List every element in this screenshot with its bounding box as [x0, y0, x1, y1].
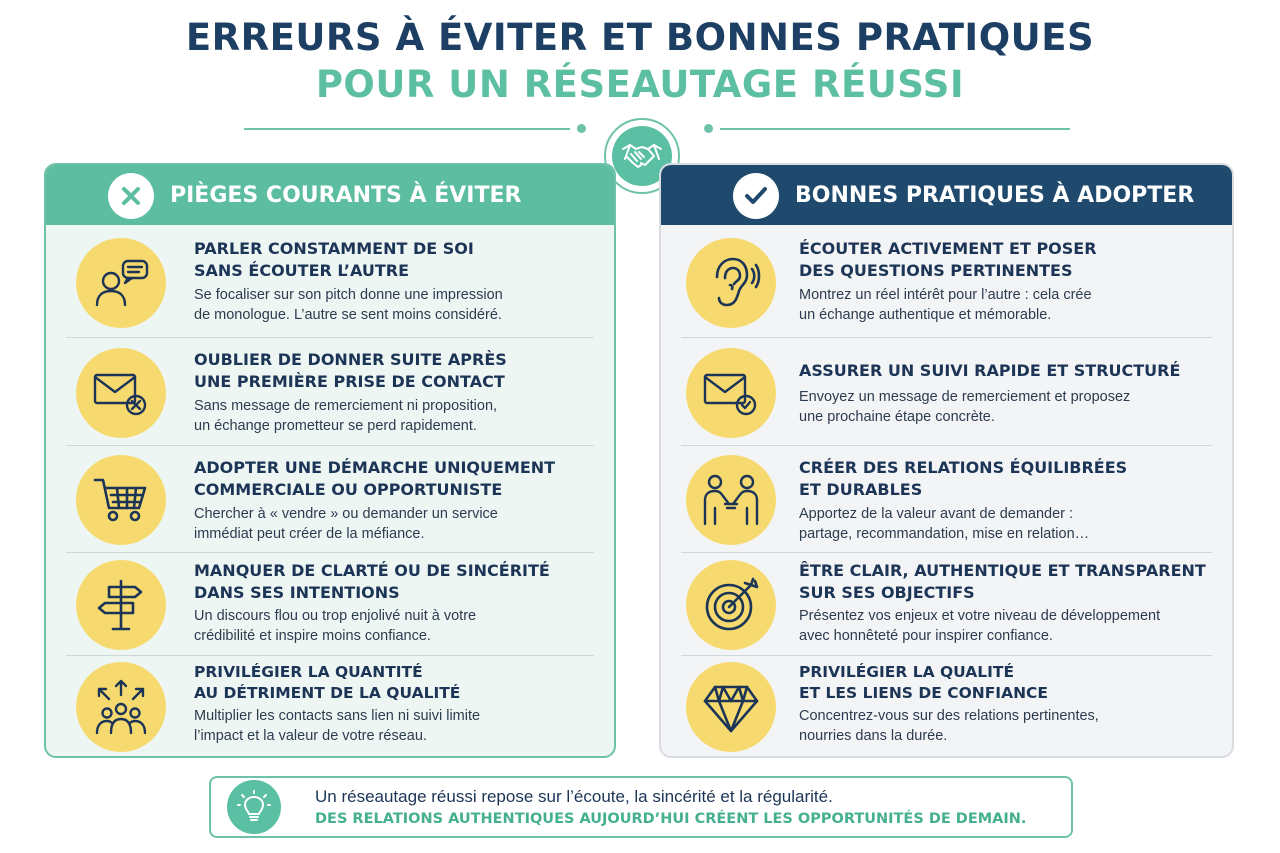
item-title-line: OUBLIER DE DONNER SUITE APRÈS	[194, 350, 507, 369]
diamond-icon	[686, 662, 776, 752]
item-title-line: ET DURABLES	[799, 480, 923, 499]
shopping-cart-icon	[76, 455, 166, 545]
envelope-x-icon	[76, 348, 166, 438]
crowd-arrows-icon	[76, 662, 166, 752]
item-description: de monologue. L’autre se sent moins considéré.	[194, 306, 502, 323]
divider-right	[720, 128, 1070, 130]
pitfall-item-4	[46, 553, 614, 656]
practice-item-3	[661, 446, 1232, 553]
practice-item-5	[661, 656, 1232, 756]
item-description: Montrez un réel intérêt pour l’autre : cela crée	[799, 287, 1092, 303]
talking-person-icon	[76, 238, 166, 328]
practice-item-2	[661, 338, 1232, 446]
best-practices-header	[661, 165, 1232, 225]
item-description: Sans message de remerciement ni proposition,	[194, 398, 498, 414]
item-description: crédibilité et inspire moins confiance.	[194, 627, 431, 644]
divider-dot-right	[704, 124, 713, 133]
signpost-icon	[76, 560, 166, 650]
pitfall-item-5	[46, 656, 614, 756]
check-icon	[733, 173, 779, 219]
page-title: ERREURS À ÉVITER ET BONNES PRATIQUES	[185, 16, 1095, 59]
x-icon	[108, 173, 154, 219]
footer-tagline: DES RELATIONS AUTHENTIQUES AUJOURD’HUI CRÉENT LES OPPORTUNITÉS DE DEMAIN.	[315, 811, 1027, 827]
item-description: Apportez de la valeur avant de demander :	[799, 506, 1074, 522]
pitfalls-panel	[44, 163, 616, 758]
item-description: un échange prometteur se perd rapidement.	[194, 417, 477, 434]
footer-callout	[209, 776, 1073, 838]
best-practices-panel	[659, 163, 1234, 758]
best-practices-title: BONNES PRATIQUES À ADOPTER	[795, 182, 1195, 208]
practice-item-1	[661, 225, 1232, 338]
item-description: partage, recommandation, mise en relation…	[799, 525, 1090, 542]
lightbulb-icon	[227, 780, 281, 834]
item-title-line: ET LES LIENS DE CONFIANCE	[799, 684, 1049, 702]
pitfalls-header	[46, 165, 614, 225]
item-title-line: SANS ÉCOUTER L’AUTRE	[194, 261, 410, 280]
pitfall-item-1	[46, 225, 614, 338]
item-title-line: ÊTRE CLAIR, AUTHENTIQUE ET TRANSPARENT	[799, 561, 1206, 580]
item-description: avec honnêteté pour inspirer confiance.	[799, 627, 1053, 644]
item-title-line: PRIVILÉGIER LA QUANTITÉ	[194, 663, 423, 681]
item-title-line: MANQUER DE CLARTÉ OU DE SINCÉRITÉ	[194, 561, 550, 580]
item-description: Envoyez un message de remerciement et proposez	[799, 389, 1131, 405]
item-title-line: CRÉER DES RELATIONS ÉQUILIBRÉES	[799, 458, 1128, 477]
item-title-line: ASSURER UN SUIVI RAPIDE ET STRUCTURÉ	[799, 361, 1181, 380]
item-description: l’impact et la valeur de votre réseau.	[194, 727, 427, 744]
pitfall-item-2	[46, 338, 614, 446]
envelope-check-icon	[686, 348, 776, 438]
item-title-line: DANS SES INTENTIONS	[194, 583, 400, 602]
people-handshake-icon	[686, 455, 776, 545]
item-title-line: UNE PREMIÈRE PRISE DE CONTACT	[194, 372, 505, 391]
ear-icon	[686, 238, 776, 328]
item-title-line: ÉCOUTER ACTIVEMENT ET POSER	[799, 239, 1097, 258]
item-description: Chercher à « vendre » ou demander un service	[194, 506, 498, 522]
footer-statement: Un réseautage réussi repose sur l’écoute, la sincérité et la régularité.	[315, 787, 833, 806]
practice-item-4	[661, 553, 1232, 656]
item-title-line: SUR SES OBJECTIFS	[799, 583, 975, 602]
page-subtitle: POUR UN RÉSEAUTAGE RÉUSSI	[315, 63, 965, 106]
item-description: Présentez vos enjeux et votre niveau de développement	[799, 608, 1161, 624]
item-description: Se focaliser sur son pitch donne une impression	[194, 287, 503, 303]
pitfall-item-3	[46, 446, 614, 553]
item-description: Multiplier les contacts sans lien ni suivi limite	[194, 708, 481, 724]
item-title-line: AU DÉTRIMENT DE LA QUALITÉ	[194, 684, 461, 702]
item-description: Un discours flou ou trop enjolivé nuit à votre	[194, 608, 477, 624]
item-description: immédiat peut créer de la méfiance.	[194, 525, 425, 542]
target-icon	[686, 560, 776, 650]
item-description: un échange authentique et mémorable.	[799, 306, 1052, 323]
item-title-line: PARLER CONSTAMMENT DE SOI	[194, 239, 474, 258]
divider-dot-left	[577, 124, 586, 133]
item-description: nourries dans la durée.	[799, 727, 948, 744]
item-title-line: COMMERCIALE OU OPPORTUNISTE	[194, 480, 503, 499]
item-description: une prochaine étape concrète.	[799, 408, 995, 425]
item-title-line: ADOPTER UNE DÉMARCHE UNIQUEMENT	[194, 458, 556, 477]
divider-left	[244, 128, 570, 130]
pitfalls-title: PIÈGES COURANTS À ÉVITER	[170, 182, 522, 208]
item-description: Concentrez-vous sur des relations pertinentes,	[799, 708, 1099, 724]
item-title-line: PRIVILÉGIER LA QUALITÉ	[799, 663, 1015, 681]
item-title-line: DES QUESTIONS PERTINENTES	[799, 261, 1073, 280]
